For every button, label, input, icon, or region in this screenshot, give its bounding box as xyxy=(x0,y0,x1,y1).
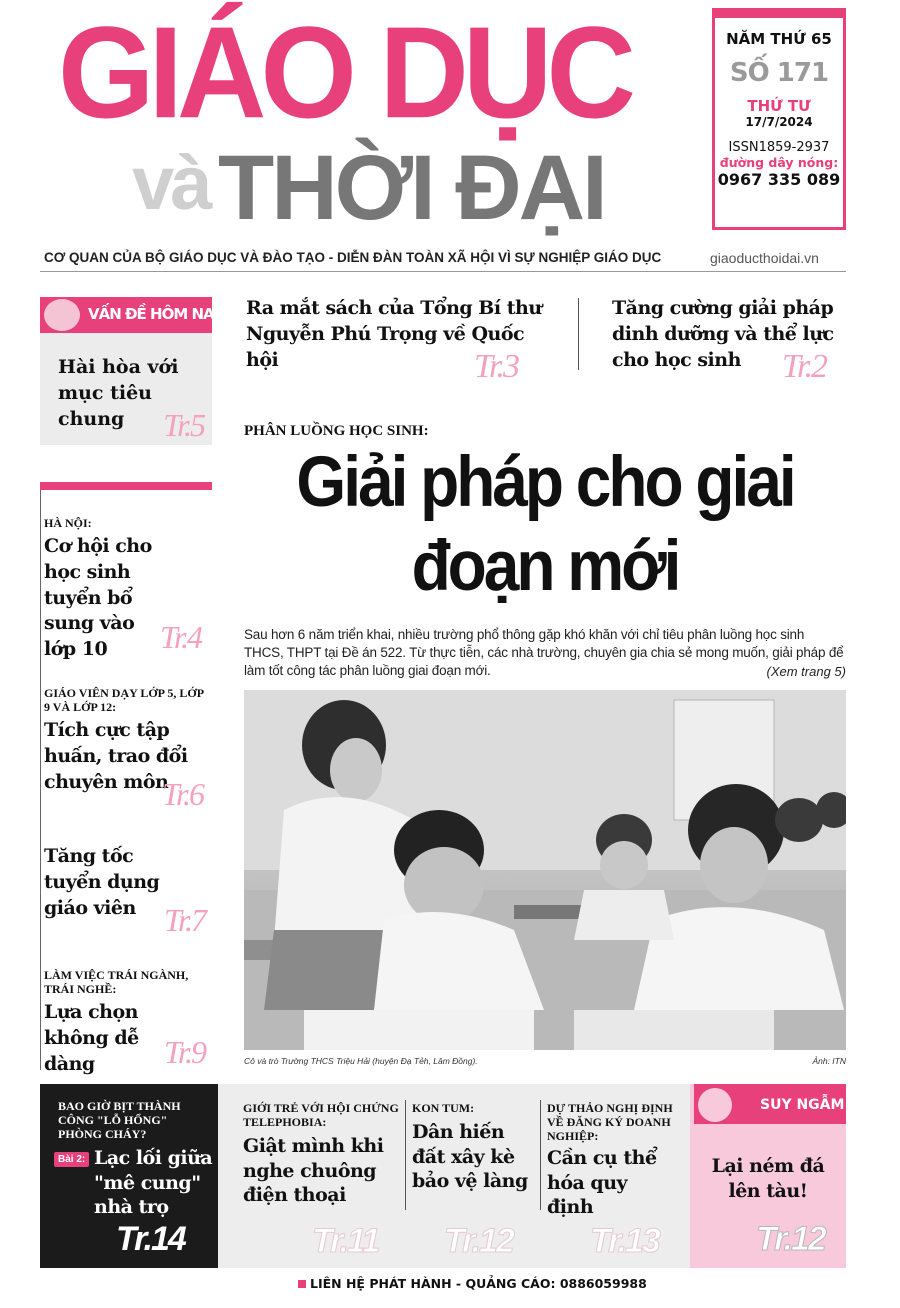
left-story-2-title[interactable]: Tích cực tập huấn, trao đổi chuyên môn xyxy=(44,719,188,793)
bottom-3-title[interactable]: Dân hiến đất xây kè bảo vệ làng xyxy=(412,1121,528,1193)
bottom-1-title: Lạc lối giữa "mê cung" nhà trọ xyxy=(94,1147,213,1219)
top-story-2-title[interactable]: Tăng cường giải pháp dinh dưỡng và thể lực cho học sinh xyxy=(612,297,834,371)
bottom-1-page: Tr.14 xyxy=(116,1220,185,1258)
tagline: CƠ QUAN CỦA BỘ GIÁO DỤC VÀ ĐÀO TẠO - DIỄN ĐÀN TOÀN XÃ HỘI VÌ SỰ NGHIỆP GIÁO DỤC xyxy=(44,250,662,265)
issue-issn: ISSN1859-2937 xyxy=(728,139,830,155)
left-story-3-page: Tr.7 xyxy=(164,902,205,938)
bottom-2-kicker: GIỚI TRẺ VỚI HỘI CHỨNG TELEPHOBIA: xyxy=(243,1101,399,1129)
left-story-4-kicker: LÀM VIỆC TRÁI NGÀNH, TRÁI NGHỀ: xyxy=(44,968,189,997)
van-de-title: Hài hòa với mục tiêu chung xyxy=(58,356,179,430)
lead-kicker: PHÂN LUỒNG HỌC SINH: xyxy=(244,423,429,439)
left-story-3-title[interactable]: Tăng tốc tuyển dụng giáo viên xyxy=(44,845,160,919)
top-story-1-page: Tr.3 xyxy=(474,348,518,385)
bottom-divider-2 xyxy=(540,1100,541,1210)
hotline-number: 0967 335 089 xyxy=(717,170,841,190)
van-de-header-label: VẤN ĐỀ HÔM NAY xyxy=(88,305,223,323)
left-story-4-page: Tr.9 xyxy=(164,1034,205,1070)
left-column-rule xyxy=(40,490,41,1070)
suy-ngam-box[interactable] xyxy=(690,1084,846,1268)
van-de-header xyxy=(40,297,223,333)
lead-summary: Sau hơn 6 năm triển khai, nhiều trường phổ thông gặp khó khăn với chỉ tiêu phân luồng học sinh THCS, THPT tại Đề án 522. Từ thực tiễn, các nhà trường, chuyên gia chia sẻ mong muốn, giải pháp để làm tốt công tác phân luồng giai đoạn mới. xyxy=(244,627,844,679)
thinker-icon xyxy=(698,1088,732,1122)
masthead-va: và xyxy=(132,141,209,226)
bottom-divider-1 xyxy=(405,1100,406,1210)
suy-ngam-label: SUY NGẪM xyxy=(760,1097,845,1113)
photo-caption: Cô và trò Trường THCS Triệu Hải (huyện Đạ Tẻh, Lâm Đồng). xyxy=(244,1056,478,1066)
bottom-2-page: Tr.11 xyxy=(312,1222,379,1260)
bottom-feature-box[interactable] xyxy=(40,1084,218,1268)
issue-date: 17/7/2024 xyxy=(745,115,813,130)
issue-weekday: THỨ TƯ xyxy=(747,97,811,116)
left-story-2-page: Tr.6 xyxy=(162,776,203,812)
issue-year: NĂM THỨ 65 xyxy=(726,30,832,48)
website: giaoducthoidai.vn xyxy=(710,250,819,266)
masthead-subtitle: THỜI ĐẠI xyxy=(218,137,605,239)
bottom-4-page: Tr.13 xyxy=(590,1222,659,1260)
top-story-2-page: Tr.2 xyxy=(782,348,826,385)
left-column-bar xyxy=(40,482,212,490)
bottom-3-page: Tr.12 xyxy=(444,1222,513,1260)
left-story-2-kicker: GIÁO VIÊN DẠY LỚP 5, LỚP 9 VÀ LỚP 12: xyxy=(44,686,204,715)
globe-icon xyxy=(44,299,80,331)
bottom-4-title[interactable]: Cần cụ thể hóa quy định xyxy=(547,1147,657,1219)
issue-number: SỐ 171 xyxy=(729,58,829,88)
lead-headline[interactable]: Giải pháp cho giai đoạn mới xyxy=(296,441,794,606)
lead-see-more[interactable]: (Xem trang 5) xyxy=(766,664,846,679)
header-divider xyxy=(40,271,846,272)
masthead-title: GIÁO DỤC xyxy=(58,0,630,146)
bottom-1-badge: Bài 2: xyxy=(54,1152,89,1167)
contact-square-icon xyxy=(298,1280,306,1288)
top-story-1-title[interactable]: Ra mắt sách của Tổng Bí thư Nguyễn Phú Trọng về Quốc hội xyxy=(246,297,542,371)
classroom-photo xyxy=(244,690,846,1050)
issue-info-box xyxy=(712,8,846,230)
lead-photo xyxy=(244,690,846,1050)
bottom-4-kicker: DỰ THẢO NGHỊ ĐỊNH VỀ ĐĂNG KÝ DOANH NGHIỆP: xyxy=(547,1101,673,1143)
van-de-page: Tr.5 xyxy=(163,407,204,443)
van-de-box[interactable] xyxy=(40,297,223,445)
hotline-label: đường dây nóng: xyxy=(719,155,839,171)
suy-ngam-page: Tr.12 xyxy=(756,1220,825,1258)
suy-ngam-title: Lại ném đá lên tàu! xyxy=(711,1155,825,1202)
left-story-4-title[interactable]: Lựa chọn không dễ dàng xyxy=(44,1001,139,1075)
contact-line: LIÊN HỆ PHÁT HÀNH - QUẢNG CÁO: 0886059988 xyxy=(310,1276,647,1291)
left-story-1-page: Tr.4 xyxy=(160,619,201,655)
bottom-1-kicker: BAO GIỜ BỊT THÀNH CÔNG "LỖ HỔNG" PHÒNG CHÁY? xyxy=(58,1099,181,1141)
top-stories-divider xyxy=(578,298,579,370)
bottom-3-kicker: KON TUM: xyxy=(412,1101,475,1115)
photo-credit: Ảnh: ITN xyxy=(812,1056,846,1066)
left-story-1-kicker: HÀ NỘI: xyxy=(44,516,92,530)
left-story-1-title[interactable]: Cơ hội cho học sinh tuyển bổ sung vào lớp 10 xyxy=(44,535,152,661)
bottom-2-title[interactable]: Giật mình khi nghe chuông điện thoại xyxy=(243,1135,384,1207)
